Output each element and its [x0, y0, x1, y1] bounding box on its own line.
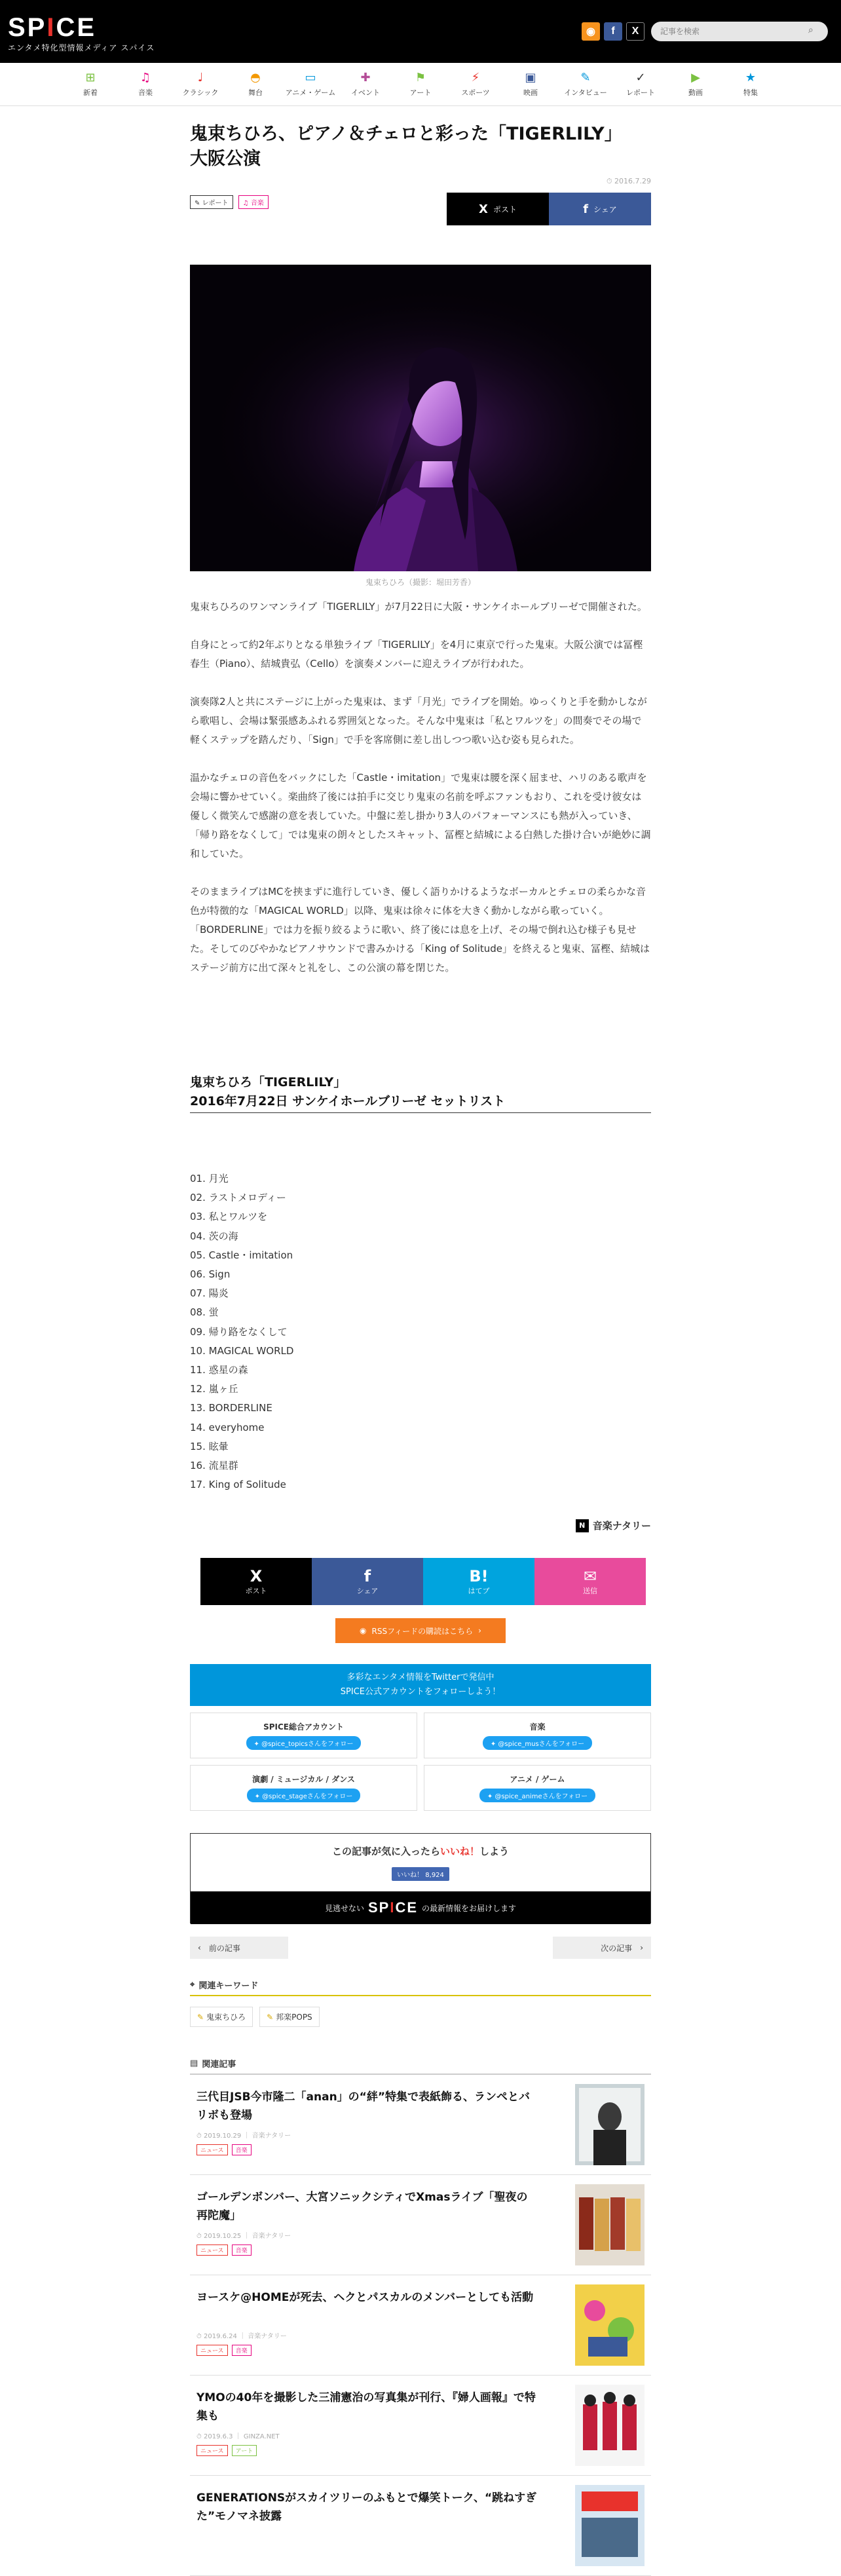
nav-item[interactable] [613, 71, 668, 98]
twitter-banner-line: 多彩なエンタメ情報をTwitterで発信中 [346, 1673, 495, 1682]
related-meta: ⏱ 2019.6.3 ｜ GINZA.NET [196, 2433, 280, 2440]
related-tag[interactable]: 音楽 [232, 2245, 252, 2256]
setlist-item: 12. 嵐ヶ丘 [190, 1383, 238, 1395]
keyword-chip[interactable] [259, 2007, 320, 2027]
tag-icon: ✎ [267, 2012, 274, 2022]
related-thumbnail[interactable] [575, 2385, 645, 2466]
logo-text: SP [367, 1899, 390, 1916]
setlist-heading-line: 鬼束ちひろ「TIGERLILY」 [190, 1075, 346, 1089]
nav-item[interactable] [173, 71, 228, 98]
paragraph: そのままライブはMCを挟まずに進行していき、優しく語りかけるようなボーカルとチェロの柔らかな音色が特徴的な「MAGICAL WORLD」以降、鬼束は徐々に体を大きく動かしながら歌っていく。「BORDERLINE」では力を振り絞るように歌い、終了後には息を上げ、その場で倒れ込む様子も見せた。そしてのびやかなピアノサウンドで書みかける「King of Solitude」を終えると鬼束、冨樫、結城はステージ前方に出て深々と礼をし、この公演の幕を閉じた。 [190, 886, 650, 974]
tag-report[interactable]: ✎ レポート [190, 195, 233, 209]
next-article-label: 次の記事 [601, 1943, 633, 1953]
related-tag[interactable]: ニュース [196, 2445, 228, 2456]
article-title [190, 122, 651, 172]
clock-icon: ⏱ [196, 2433, 204, 2440]
setlist-item: 06. Sign [190, 1268, 231, 1281]
nav-item[interactable] [118, 71, 173, 98]
twitter-icon: ✦ [490, 1741, 498, 1748]
share-icon: X [250, 1567, 263, 1585]
nav-item[interactable] [283, 71, 338, 98]
setlist-item: 08. 蛍 [190, 1306, 219, 1319]
related-tag[interactable]: ニュース [196, 2345, 228, 2356]
nav-item[interactable] [338, 71, 393, 98]
logo-text: CE [56, 13, 97, 42]
related-heading [190, 2057, 651, 2075]
share-x-label: ポスト [493, 204, 517, 214]
tag-music-label: 音楽 [250, 200, 264, 207]
twitter-follow-button[interactable] [479, 1789, 595, 1802]
prev-article-button[interactable] [190, 1937, 288, 1959]
search-icon[interactable]: ⌕ [808, 25, 813, 35]
like-footer [191, 1891, 650, 1924]
twitter-icon: ✦ [254, 1793, 263, 1800]
related-meta: ⏱ 2019.6.24 ｜ 音楽ナタリー [196, 2333, 287, 2340]
chevron-right-icon: › [478, 1626, 481, 1635]
nav-label: イベント [351, 88, 380, 97]
share-label: ポスト [245, 1587, 267, 1595]
main-nav [0, 63, 841, 106]
nav-icon: ⚑ [415, 71, 426, 85]
share-label: 送信 [583, 1587, 597, 1595]
nav-icon: ⊞ [85, 71, 96, 85]
nav-label: スポーツ [461, 88, 490, 97]
setlist-item: 03. 私とワルツを [190, 1211, 268, 1223]
tag-report-label: レポート [202, 200, 229, 207]
related-title[interactable]: GENERATIONSがスカイツリーのふもとで爆笑トーク、“跳ねすぎた”モノマネ披露 [196, 2491, 537, 2523]
title-line: 大阪公演 [190, 149, 261, 169]
clock-icon: ⏱ [196, 2132, 204, 2140]
chevron-right-icon: › [640, 1943, 643, 1952]
setlist-heading [190, 1073, 651, 1113]
search-input[interactable] [651, 22, 828, 41]
twitter-follow-button[interactable] [483, 1736, 592, 1750]
related-tag[interactable]: 音楽 [232, 2345, 252, 2356]
like-footer-text: の最新情報をお届けします [422, 1903, 517, 1913]
related-article[interactable] [190, 2075, 651, 2175]
related-title[interactable]: 三代目JSB今市隆二「anan」の“絆”特集で表紙飾る、ランペとバリボも登場 [196, 2091, 531, 2122]
prev-article-label: 前の記事 [208, 1943, 240, 1953]
spice-logo [368, 1899, 418, 1916]
keyword-label: 邦楽POPS [276, 2013, 312, 2022]
like-prompt-text: しよう [479, 1846, 510, 1857]
source-name: 音楽ナタリー [592, 1520, 651, 1532]
related-meta: ⏱ 2019.10.29 ｜ 音楽ナタリー [196, 2132, 291, 2140]
related-source: GINZA.NET [243, 2433, 280, 2440]
nav-icon: ▣ [525, 71, 536, 85]
related-title[interactable]: ゴールデンボンバー、大宮ソニックシティでXmasライブ「聖夜の再陀魔」 [196, 2191, 528, 2222]
share-x-button[interactable] [447, 193, 549, 225]
twitter-icon: ✦ [487, 1793, 495, 1800]
article-body [190, 597, 651, 977]
nav-item[interactable] [503, 71, 558, 98]
share-button[interactable] [200, 1558, 312, 1605]
rss-subscribe-button[interactable] [335, 1618, 506, 1643]
nav-label: レポート [626, 88, 655, 97]
related-date: 2019.6.3 [203, 2433, 233, 2440]
setlist-heading-line: 2016年7月22日 サンケイホールブリーゼ セットリスト [190, 1094, 506, 1108]
publish-date-text: 2016.7.29 [614, 177, 651, 185]
keyword-chip[interactable] [190, 2007, 253, 2027]
like-footer-text: 見逃せない [324, 1903, 364, 1913]
nav-item[interactable] [393, 71, 448, 98]
related-thumbnail[interactable] [575, 2284, 645, 2366]
keyword-label: 鬼束ちひろ [206, 2013, 246, 2022]
twitter-follow-label: @spice_stageさんをフォロー [262, 1793, 353, 1800]
nav-item[interactable] [448, 71, 503, 98]
related-heading-text: 関連記事 [202, 2060, 236, 2070]
twitter-follow-button[interactable] [246, 1736, 362, 1750]
share-icon: B! [469, 1567, 489, 1585]
nav-icon: ▭ [305, 71, 316, 85]
natalie-icon: N [576, 1519, 589, 1532]
keyword-list [190, 2007, 651, 2027]
paragraph: 鬼束ちひろのワンマンライブ「TIGERLILY」が7月22日に大阪・サンケイホールブリーゼで開催された。 [190, 601, 647, 613]
nav-icon: ⚡ [471, 71, 480, 85]
paragraph: 自身にとって約2年ぶりとなる単独ライブ「TIGERLILY」を4月に東京で行った鬼束。大阪公演では冨樫春生（Piano）、結城貴弘（Cello）を演奏メンバーに迎えライブが行われた。 [190, 639, 643, 670]
article-photo [190, 265, 651, 571]
nav-label: アート [409, 88, 432, 97]
related-thumbnail[interactable] [575, 2084, 645, 2165]
keywords-heading-text: 関連キーワード [198, 1981, 259, 1991]
related-thumbnail[interactable] [575, 2485, 645, 2566]
related-tag[interactable]: アート [232, 2445, 257, 2456]
tag-music[interactable]: ♫ 音楽 [238, 195, 269, 209]
related-source: 音楽ナタリー [252, 2233, 291, 2240]
site-header [0, 0, 841, 63]
related-date: 2019.6.24 [203, 2333, 237, 2340]
share-button[interactable] [534, 1558, 646, 1605]
twitter-account-name: 演劇 / ミュージカル / ダンス [252, 1775, 355, 1784]
nav-item[interactable] [668, 71, 723, 98]
keywords-heading [190, 1979, 651, 1996]
twitter-follow-label: @spice_musさんをフォロー [498, 1741, 585, 1748]
logo-text: CE [395, 1899, 419, 1916]
twitter-account-name: アニメ / ゲーム [510, 1775, 565, 1784]
facebook-icon: f [583, 202, 589, 216]
nav-label: アニメ・ゲーム [285, 88, 336, 97]
twitter-accounts [190, 1713, 651, 1811]
facebook-like-button[interactable]: いいね！ 8,924 [392, 1867, 449, 1881]
nav-icon: ✓ [635, 71, 646, 85]
twitter-account-card [424, 1713, 651, 1758]
site-logo[interactable] [8, 14, 155, 53]
nav-item[interactable] [558, 71, 613, 98]
logo-text-i: I [390, 1899, 396, 1916]
setlist-item: 13. BORDERLINE [190, 1402, 272, 1414]
share-label: シェア [356, 1587, 379, 1595]
tag-icon: ✎ [197, 2012, 204, 2022]
logo-text: SP [8, 13, 47, 42]
related-title[interactable]: ヨースケ@HOMEが死去、ヘクとパスカルのメンバーとしても活動 [196, 2291, 534, 2304]
next-article-button[interactable] [553, 1937, 651, 1959]
nav-item[interactable] [723, 71, 778, 98]
share-bar [200, 1558, 662, 1605]
nav-label: 新着 [83, 88, 98, 97]
twitter-follow-label: @spice_topicsさんをフォロー [261, 1741, 354, 1748]
source-credit[interactable] [576, 1519, 651, 1532]
clock-icon: ⏱ [196, 2333, 204, 2340]
related-list [190, 2075, 651, 2576]
related-date: 2019.10.25 [203, 2233, 242, 2240]
related-article[interactable] [190, 2376, 651, 2476]
title-line: 鬼束ちひろ、ピアノ＆チェロと彩った「TIGERLILY」 [190, 124, 622, 144]
nav-label: インタビュー [564, 88, 607, 97]
setlist-item: 17. King of Solitude [190, 1479, 286, 1491]
related-article[interactable] [190, 2275, 651, 2376]
setlist-item: 14. everyhome [190, 1421, 265, 1433]
setlist-item: 05. Castle・imitation [190, 1249, 293, 1261]
nav-icon: ★ [745, 71, 757, 85]
clock-icon: ⏱ [196, 2233, 204, 2240]
share-icon: f [364, 1567, 371, 1585]
related-thumbnail[interactable] [575, 2184, 645, 2265]
twitter-account-name: SPICE総合アカウント [263, 1722, 344, 1732]
nav-item[interactable] [228, 71, 283, 98]
nav-icon: ◓ [250, 71, 261, 85]
nav-icon: ✎ [580, 71, 591, 85]
nav-label: 音楽 [138, 88, 153, 97]
paragraph: 演奏隊2人と共にステージに上がった鬼束は、まず「月光」でライブを開始。ゆっくりと手を動かしながら歌唱し、会場は緊張感あふれる雰囲気となった。そんな中鬼束は「私とワルツを」の間奏でその場で軽くステップを踏んだり、「Sign」で手を客席側に差し出しつつ歌い込む姿も見られた。 [190, 696, 647, 746]
twitter-account-card [190, 1765, 417, 1811]
nav-label: 動画 [688, 88, 703, 97]
related-tag[interactable]: ニュース [196, 2245, 228, 2256]
related-source: 音楽ナタリー [248, 2333, 287, 2340]
share-facebook-label: シェア [593, 204, 617, 214]
twitter-follow-button[interactable] [247, 1789, 361, 1802]
setlist-item: 10. MAGICAL WORLD [190, 1344, 294, 1357]
related-article[interactable] [190, 2476, 651, 2576]
related-date: 2019.10.29 [203, 2132, 242, 2140]
nav-label: 舞台 [248, 88, 263, 97]
related-tag[interactable]: ニュース [196, 2144, 228, 2155]
share-icon: ✉ [583, 1567, 597, 1585]
twitter-account-name: 音楽 [529, 1722, 546, 1732]
share-button[interactable] [423, 1558, 534, 1605]
setlist [190, 1169, 651, 1494]
nav-icon: ♩ [197, 71, 204, 85]
setlist-item: 01. 月光 [190, 1173, 229, 1184]
twitter-banner-line: SPICE公式アカウントをフォローしよう！ [340, 1687, 501, 1697]
x-icon[interactable]: X [626, 22, 645, 41]
twitter-banner [190, 1664, 651, 1706]
twitter-account-card [190, 1713, 417, 1758]
facebook-icon[interactable]: f [604, 22, 622, 41]
setlist-item: 02. ラストメロディー [190, 1192, 286, 1204]
paragraph: 温かなチェロの音色をバックにした「Castle・imitation」で鬼束は腰を深く屈ませ、ハリのある歌声を会場に響かせていく。楽曲終了後には拍手に交じり鬼束の名前を呼ぶファンもおり、これを受け彼女は優しく微笑んで感謝の意を表していた。中盤に差し掛かり3人のパフォーマンスにも熱が入っていき、「帰り路をなくして」では鬼束の朗々としたスキャット、冨樫と結城による白熱した掛け合いが絶妙に調和していた。 [190, 772, 651, 860]
related-source: 音楽ナタリー [252, 2132, 291, 2140]
nav-item[interactable] [63, 71, 118, 98]
like-prompt-text: この記事が気に入ったら [331, 1846, 440, 1857]
share-label: はてブ [468, 1587, 490, 1595]
like-prompt [191, 1844, 650, 1858]
rss-icon: ◉ [360, 1626, 367, 1635]
logo-tagline: エンタメ特化型情報メディア スパイス [8, 43, 155, 52]
setlist-item: 07. 陽炎 [190, 1287, 229, 1300]
rss-subscribe-label: RSSフィードの購読はこちら [371, 1626, 474, 1636]
x-icon: X [479, 202, 488, 216]
share-button[interactable] [312, 1558, 423, 1605]
twitter-follow-label: @spice_animeさんをフォロー [495, 1793, 588, 1800]
related-title[interactable]: YMOの40年を撮影した三浦憲治の写真集が刊行、『婦人画報』で特集も [196, 2391, 536, 2423]
chevron-left-icon: ‹ [198, 1943, 201, 1952]
like-prompt-emphasis: いいね！ [439, 1846, 479, 1857]
related-tag[interactable]: 音楽 [232, 2144, 252, 2155]
nav-label: 映画 [523, 88, 538, 97]
tag-icon: ⌖ [190, 1980, 195, 1990]
nav-icon: ♫ [140, 71, 151, 85]
publish-date: ⏱ 2016.7.29 [606, 177, 651, 185]
nav-label: クラシック [182, 88, 219, 97]
photo-caption: 鬼束ちひろ（撮影：堀田芳香） [365, 578, 476, 587]
twitter-account-card [424, 1765, 651, 1811]
setlist-item: 11. 惑星の森 [190, 1364, 248, 1376]
rss-icon[interactable]: ◉ [582, 22, 600, 41]
article-icon: ▤ [190, 2058, 198, 2068]
nav-icon: ▶ [691, 71, 700, 85]
nav-icon: ✚ [360, 71, 371, 85]
setlist-item: 09. 帰り路をなくして [190, 1325, 288, 1338]
related-meta: ⏱ 2019.10.25 ｜ 音楽ナタリー [196, 2233, 291, 2240]
logo-text-i: I [47, 13, 56, 42]
setlist-item: 16. 流星群 [190, 1460, 238, 1472]
share-facebook-button[interactable] [549, 193, 651, 225]
related-article[interactable] [190, 2175, 651, 2275]
nav-label: 特集 [743, 88, 758, 97]
setlist-item: 15. 眩暈 [190, 1440, 229, 1452]
setlist-item: 04. 茨の海 [190, 1230, 238, 1242]
twitter-icon: ✦ [253, 1741, 262, 1748]
like-box [190, 1833, 651, 1923]
